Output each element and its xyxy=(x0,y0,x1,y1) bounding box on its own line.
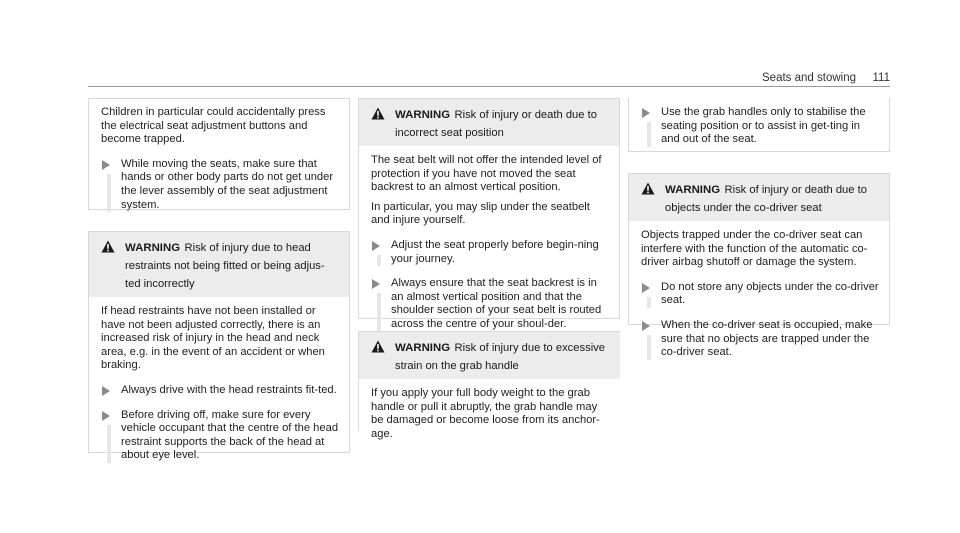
info-box xyxy=(628,98,890,152)
warning-text: In particular, you may slip under the seatbelt and injure yourself. xyxy=(371,200,590,227)
warning-body xyxy=(89,297,349,473)
step-bar xyxy=(647,122,651,147)
warning-text: Objects trapped under the co-driver seat can interfere with the function of the automatic co-driver airbag shutoff or damage the system. xyxy=(641,229,868,269)
step-item xyxy=(101,158,339,212)
step-item xyxy=(371,239,609,266)
warning-keyword: WARNING xyxy=(665,184,721,196)
warning-box xyxy=(88,231,350,462)
step-item xyxy=(101,409,339,463)
step-bar xyxy=(107,174,111,212)
section-title: Seats and stowing xyxy=(762,72,856,84)
warning-header xyxy=(629,174,889,221)
warning-icon xyxy=(371,107,385,120)
arrow-icon xyxy=(102,386,110,396)
warning-icon xyxy=(371,340,385,353)
info-box xyxy=(88,98,350,210)
page-header xyxy=(88,70,890,86)
step-bar xyxy=(377,293,381,331)
warning-title: Risk of injury due to excessive strain on the grab handle xyxy=(395,342,605,372)
step-item xyxy=(101,384,339,398)
warning-title: Risk of injury due to head restraints not being fitted or being adjus-ted incorrectly xyxy=(125,242,325,290)
header-rule xyxy=(88,86,890,87)
warning-body xyxy=(629,221,889,370)
warning-title: Risk of injury or death due to objects under the co-driver seat xyxy=(665,184,867,214)
page-number: 111 xyxy=(872,72,890,84)
warning-keyword: WARNING xyxy=(395,109,451,121)
warning-text: If you apply your full body weight to the grab handle or pull it abruptly, the grab handle may be damaged or become loose from its anchor-age. xyxy=(371,387,600,440)
warning-header xyxy=(359,332,620,379)
warning-keyword: WARNING xyxy=(125,242,181,254)
step-text: When the co-driver seat is occupied, make sure that no objects are trapped under the co-driver seat. xyxy=(661,318,873,359)
warning-text: If head restraints have not been installed or have not been adjusted correctly, there is an increased risk of injury in the head and neck area, e.g. in the event of an accident or when braking. xyxy=(101,305,325,372)
arrow-icon xyxy=(642,321,650,331)
step-bar xyxy=(647,335,651,360)
step-text: Do not store any objects under the co-driver seat. xyxy=(661,280,879,307)
warning-icon xyxy=(101,240,115,253)
column-3 xyxy=(628,98,890,359)
arrow-icon xyxy=(642,108,650,118)
step-bar xyxy=(377,255,381,266)
step-item xyxy=(641,281,879,308)
warning-box xyxy=(358,98,620,330)
arrow-icon xyxy=(372,241,380,251)
warning-title: Risk of injury or death due to incorrect seat position xyxy=(395,109,597,139)
step-text: Adjust the seat properly before begin-ning your journey. xyxy=(391,238,599,265)
step-item xyxy=(641,106,879,147)
step-bar xyxy=(647,297,651,308)
warning-icon xyxy=(641,182,655,195)
warning-body xyxy=(359,379,620,451)
column-1 xyxy=(88,98,350,462)
step-text: While moving the seats, make sure that hands or other body parts do not get under the lever assembly of the seat adjustment system. xyxy=(121,157,334,211)
warning-body xyxy=(359,146,619,342)
warning-box xyxy=(358,331,620,440)
arrow-icon xyxy=(102,411,110,421)
step-text: Always drive with the head restraints fit-ted. xyxy=(121,383,337,396)
step-item xyxy=(371,277,609,331)
warning-header xyxy=(89,232,349,297)
arrow-icon xyxy=(372,279,380,289)
arrow-icon xyxy=(102,160,110,170)
step-text: Before driving off, make sure for every vehicle occupant that the centre of the head restraint supports the back of the head at about eye level. xyxy=(121,408,339,462)
warning-header xyxy=(359,99,619,146)
step-text: Always ensure that the seat backrest is in an almost vertical position and that the shoulder section of your seat belt is routed across the centre of your shoul-der. xyxy=(391,277,602,330)
warning-text: The seat belt will not offer the intended level of protection if you have not moved the seat backrest to an almost vertical position. xyxy=(371,154,602,194)
step-text: Use the grab handles only to stabilise the seating position or to assist in get-ting in and out of the seat. xyxy=(661,106,866,146)
arrow-icon xyxy=(642,283,650,293)
warning-box xyxy=(628,173,890,359)
column-2 xyxy=(358,98,620,440)
step-bar xyxy=(107,425,111,463)
warning-keyword: WARNING xyxy=(395,342,451,354)
step-item xyxy=(641,319,879,360)
intro-text: Children in particular could accidentally press the electrical seat adjustment buttons and become trapped. xyxy=(101,106,326,146)
